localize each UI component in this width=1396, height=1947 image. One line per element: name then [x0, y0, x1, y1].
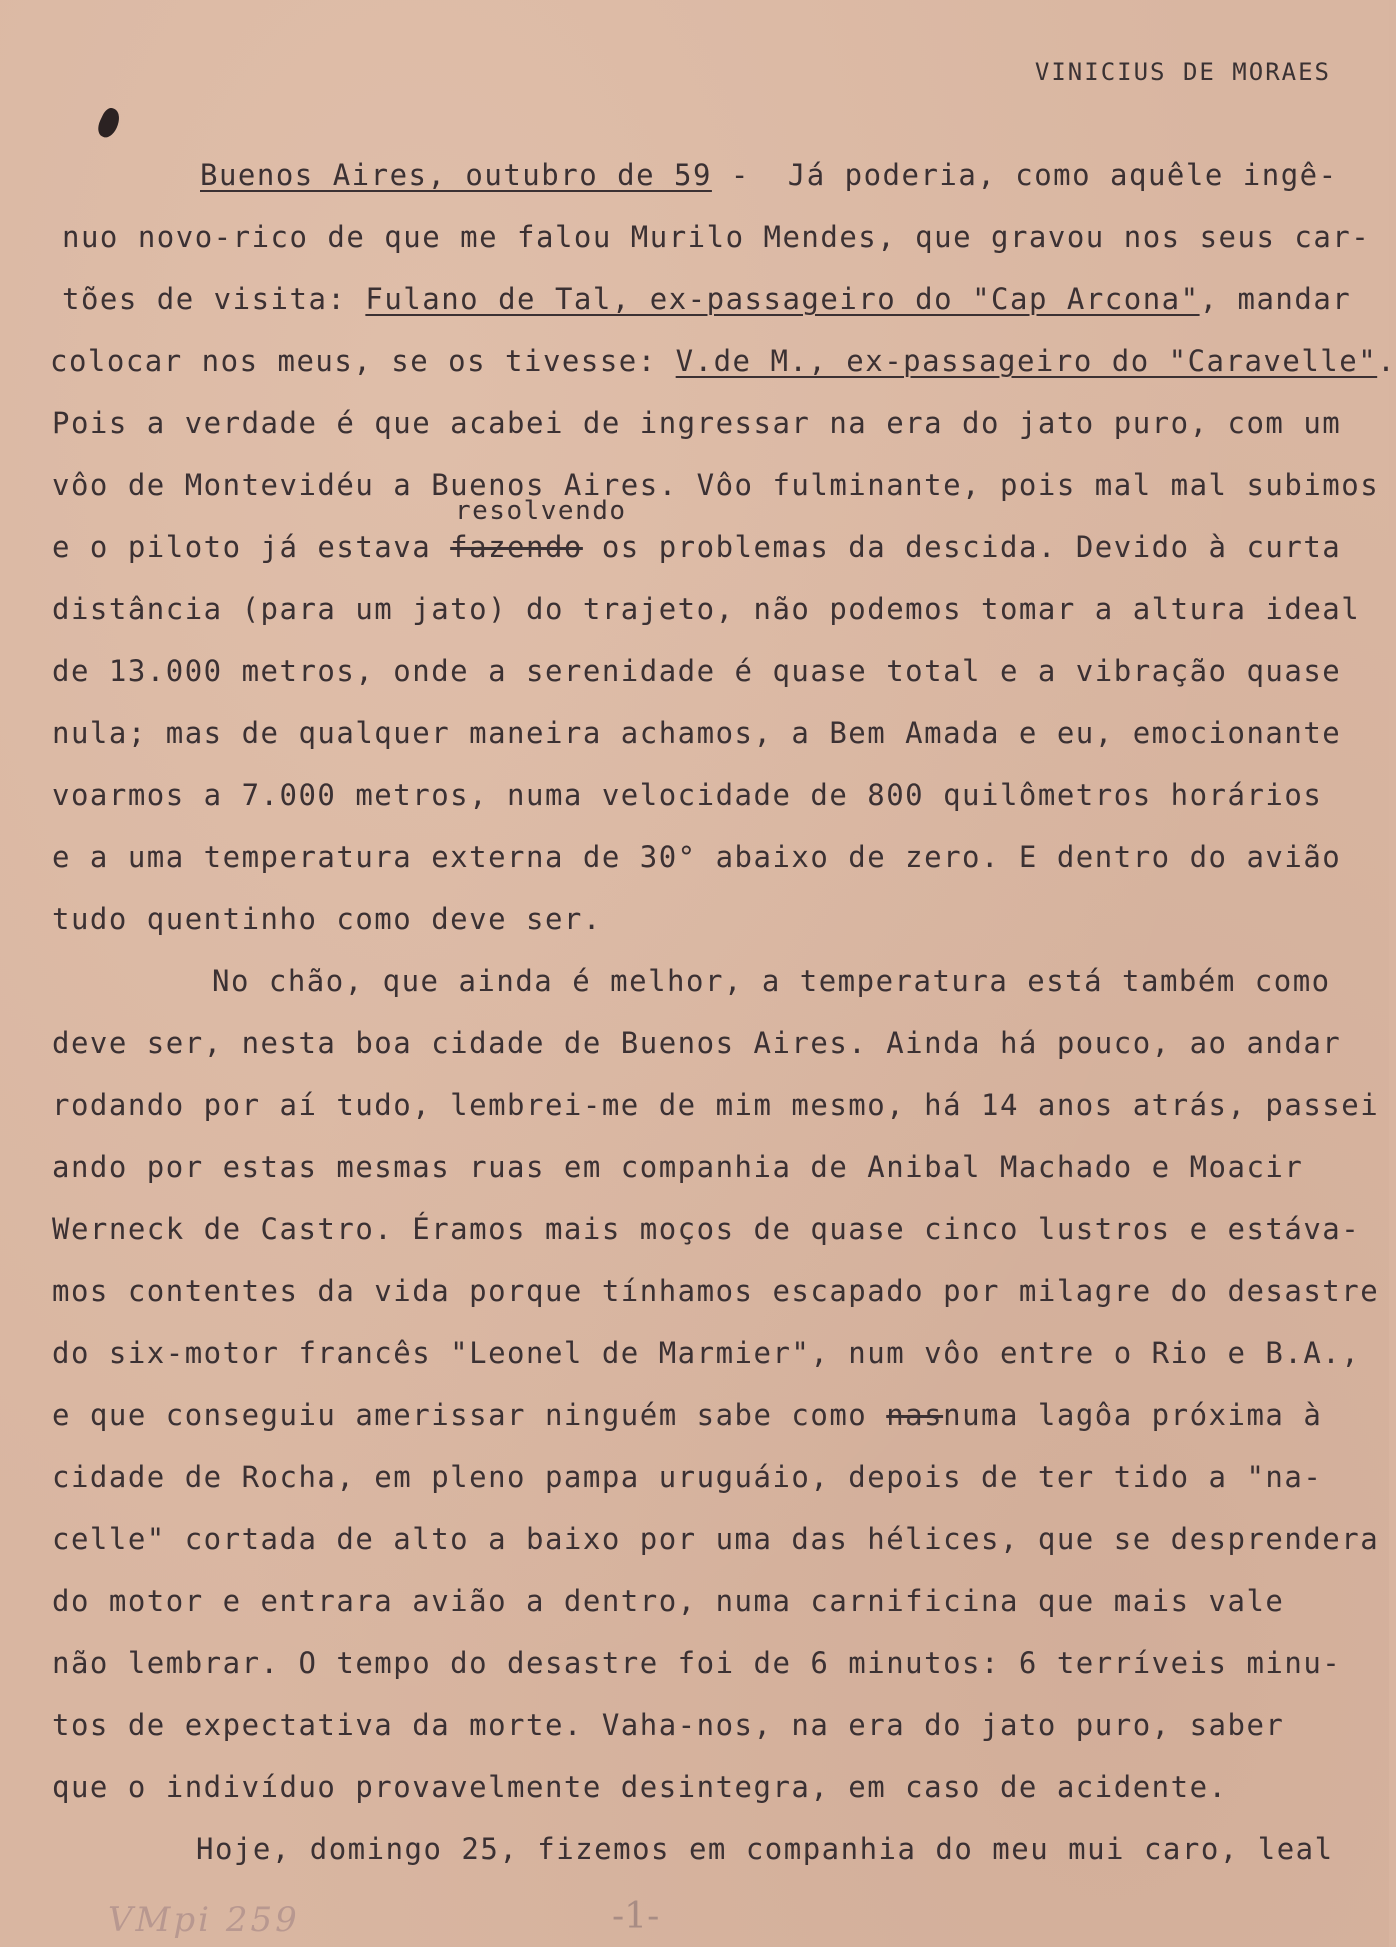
text-line: nula; mas de qualquer maneira achamos, a Bem Amada e eu, emocionante [52, 716, 1342, 750]
text-line: Hoje, domingo 25, fizemos em companhia do meu mui caro, leal [196, 1832, 1334, 1866]
text-line: e a uma temperatura externa de 30° abaixo de zero. E dentro do avião [52, 840, 1342, 874]
ink-blot [95, 106, 124, 141]
text-line: tos de expectativa da morte. Vaha-nos, na era do jato puro, saber [52, 1708, 1285, 1742]
text-line: nuo novo-rico de que me falou Murilo Mendes, que gravou nos seus car- [62, 220, 1371, 254]
text-line: Pois a verdade é que acabei de ingressar na era do jato puro, com um [52, 406, 1342, 440]
author-header: VINICIUS DE MORAES [1034, 58, 1331, 86]
text-line: deve ser, nesta boa cidade de Buenos Aires. Ainda há pouco, ao andar [52, 1026, 1342, 1060]
text-line: voarmos a 7.000 metros, numa velocidade de 800 quilômetros horários [52, 778, 1323, 812]
text-line: tudo quentinho como deve ser. [52, 902, 602, 936]
text-line: rodando por aí tudo, lembrei-me de mim mesmo, há 14 anos atrás, passei [52, 1088, 1380, 1122]
dateline: Buenos Aires, outubro de 59 [200, 158, 712, 192]
text-line: vôo de Montevidéu a Buenos Aires. Vôo fulminante, pois mal mal subimos [52, 468, 1380, 502]
text-line: que o indivíduo provavelmente desintegra, em caso de acidente. [52, 1770, 1228, 1804]
handwritten-correction: resolvendo [455, 496, 627, 526]
text-line: de 13.000 metros, onde a serenidade é quase total e a vibração quase [52, 654, 1342, 688]
text-line: do motor e entrara avião a dentro, numa carnificina que mais vale [52, 1584, 1285, 1618]
page-number: -1- [612, 1896, 660, 1937]
text-line: e que conseguiu amerissar ninguém sabe como nasnuma lagôa próxima à [52, 1398, 1323, 1432]
text-line: Werneck de Castro. Éramos mais moços de quase cinco lustros e estáva- [52, 1212, 1361, 1246]
text-line: mos contentes da vida porque tínhamos escapado por milagre do desastre [52, 1274, 1380, 1308]
text-line: tões de visita: Fulano de Tal, ex-passageiro do "Cap Arcona", mandar [62, 282, 1352, 316]
text-line: No chão, que ainda é melhor, a temperatura está também como [212, 964, 1331, 998]
text-line: Buenos Aires, outubro de 59 - Já poderia, como aquêle ingê- [200, 158, 1338, 192]
underlined-phrase: Fulano de Tal, ex-passageiro do "Cap Arcona" [365, 282, 1200, 316]
archive-signature: VMpi 259 [108, 1900, 300, 1940]
text-line: cidade de Rocha, em pleno pampa uruguáio, depois de ter tido a "na- [52, 1460, 1323, 1494]
text-line: colocar nos meus, se os tivesse: V.de M., ex-passageiro do "Caravelle". [50, 344, 1396, 378]
text-line: distância (para um jato) do trajeto, não podemos tomar a altura ideal [52, 592, 1361, 626]
text-line: não lembrar. O tempo do desastre foi de 6 minutos: 6 terríveis minu- [52, 1646, 1342, 1680]
underlined-phrase: V.de M., ex-passageiro do "Caravelle" [675, 344, 1378, 378]
text-line: e o piloto já estava fazendo os problemas da descida. Devido à curta [52, 530, 1342, 564]
struck-word: fazendo [450, 530, 583, 564]
text-line: ando por estas mesmas ruas em companhia de Anibal Machado e Moacir [52, 1150, 1304, 1184]
struck-word: nas [886, 1398, 944, 1432]
text-line: do six-motor francês "Leonel de Marmier", num vôo entre o Rio e B.A., [52, 1336, 1361, 1370]
text-line: celle" cortada de alto a baixo por uma das hélices, que se desprendera [52, 1522, 1380, 1556]
